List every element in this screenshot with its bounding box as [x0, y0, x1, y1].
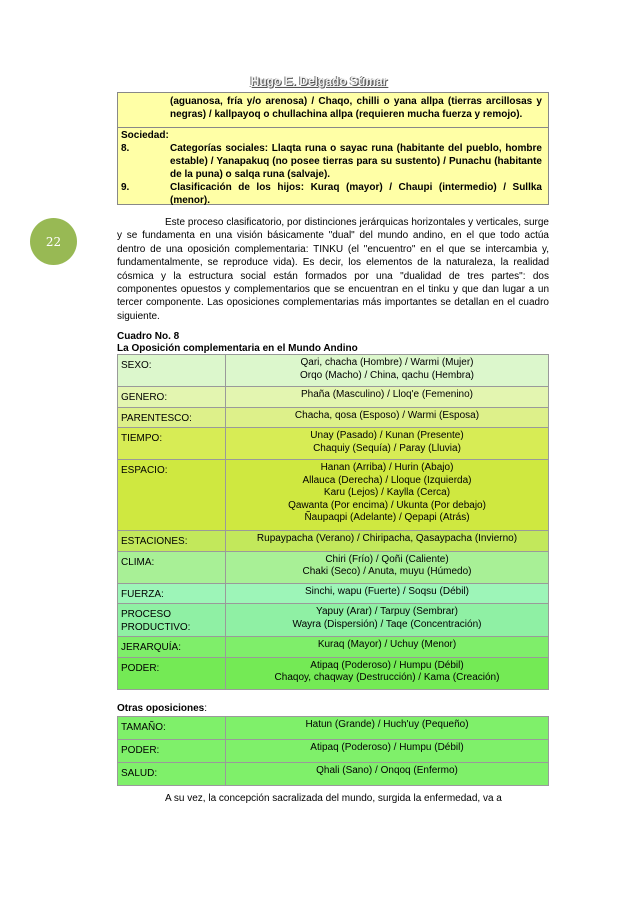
table-row: [118, 460, 549, 531]
table-row: [118, 531, 549, 552]
table-row: [118, 583, 549, 604]
other-oppositions-heading: [117, 703, 207, 715]
row-label: FUERZA:: [118, 583, 226, 604]
table-row: [118, 355, 549, 387]
row-label: CLIMA:: [118, 551, 226, 583]
row-value: Kuraq (Mayor) / Uchuy (Menor): [226, 637, 549, 658]
table-row: [118, 604, 549, 637]
running-header-title: Hugo E. Delgado Súmar: [250, 74, 388, 88]
page-number-badge: 22: [30, 218, 77, 265]
opposition-table: [117, 354, 549, 690]
row-value: Sinchi, wapu (Fuerte) / Soqsu (Débil): [226, 583, 549, 604]
other-oppositions-colon: :: [204, 703, 208, 714]
row-value: Atipaq (Poderoso) / Humpu (Débil): [226, 740, 549, 763]
item-9-text: Clasificación de los hijos: Kuraq (mayor) / Chaupi (intermedio) / Sullka (menor).: [170, 182, 542, 206]
row-value: Hanan (Arriba) / Hurin (Abajo) Allauca (Derecha) / Lloque (Izquierda) Karu (Lejos) / Kaylla (Cerca) Qawanta (Por encima) / Ukunta (Por debajo) Ñaupaqpi (Adelante) / Qepapi (Atrás): [226, 460, 549, 531]
row-label: PODER:: [118, 657, 226, 689]
row-label: PARENTESCO:: [118, 407, 226, 428]
row-value: Rupaypacha (Verano) / Chiripacha, Qasaypacha (Invierno): [226, 531, 549, 552]
row-label: GENERO:: [118, 387, 226, 408]
row-value: Chacha, qosa (Esposo) / Warmi (Esposa): [226, 407, 549, 428]
table-row: [118, 407, 549, 428]
row-value: Unay (Pasado) / Kunan (Presente) Chaquiy (Sequía) / Paray (Lluvia): [226, 428, 549, 460]
body-paragraph: Este proceso clasificatorio, por distinciones jerárquicas horizontales y verticales, surge y se fundamenta en una visión básicamente "dual" del mundo andino, en el que todo actúa dentro de una oposición complementaria: TINKU (el "encuentro" en el que se intercambia y, fundamentalmente, se reproduce vida). Es decir, los elementos de la naturaleza, la realidad cósmica y la estructura social están formados por una "dualidad de tres partes": dos componentes opuestos y complementarios que se encuentran en el tinku y que dan lugar a un tercer componente. Las oposiciones complementarias más importantes se detallan en el cuadro siguiente.: [117, 217, 549, 322]
table-row: [118, 387, 549, 408]
table-row: [118, 717, 549, 740]
row-label: PROCESO PRODUCTIVO:: [118, 604, 226, 637]
other-oppositions-label: Otras oposiciones: [117, 703, 205, 714]
section-label: Sociedad:: [121, 130, 169, 141]
table-row: [118, 428, 549, 460]
row-label: ESPACIO:: [118, 460, 226, 531]
row-value: Qhali (Sano) / Onqoq (Enfermo): [226, 763, 549, 786]
table-caption-number: Cuadro No. 8: [117, 331, 180, 342]
society-categories-box: [117, 92, 549, 205]
row-value: Qari, chacha (Hombre) / Warmi (Mujer) Orqo (Macho) / China, qachu (Hembra): [226, 355, 549, 387]
table-caption-title: La Oposición complementaria en el Mundo Andino: [117, 343, 358, 354]
row-label: JERARQUÍA:: [118, 637, 226, 658]
row-label: TAMAÑO:: [118, 717, 226, 740]
item-9-number: 9.: [121, 182, 130, 193]
row-value: Phaña (Masculino) / Lloq'e (Femenino): [226, 387, 549, 408]
table-row: [118, 637, 549, 658]
table-row: [118, 657, 549, 689]
box-divider: [118, 127, 548, 128]
table-row: [118, 551, 549, 583]
row-label: TIEMPO:: [118, 428, 226, 460]
table-row: [118, 763, 549, 786]
continuation-text: (aguanosa, fría y/o arenosa) / Chaqo, chilli o yana allpa (tierras arcillosas y negras) / kallpayoq o chullachina allpa (requieren mucha fuerza y remojo).: [170, 96, 542, 120]
row-label: PODER:: [118, 740, 226, 763]
item-8-number: 8.: [121, 143, 130, 154]
row-value: Atipaq (Poderoso) / Humpu (Débil) Chaqoy, chaqway (Destrucción) / Kama (Creación): [226, 657, 549, 689]
table-row: [118, 740, 549, 763]
row-label: ESTACIONES:: [118, 531, 226, 552]
row-label: SEXO:: [118, 355, 226, 387]
closing-paragraph: A su vez, la concepción sacralizada del mundo, surgida la enfermedad, va a: [165, 793, 502, 804]
row-value: Chiri (Frío) / Qoñi (Caliente) Chaki (Seco) / Anuta, muyu (Húmedo): [226, 551, 549, 583]
other-oppositions-table: [117, 716, 549, 786]
row-label: SALUD:: [118, 763, 226, 786]
row-value: Yapuy (Arar) / Tarpuy (Sembrar) Wayra (Dispersión) / Taqe (Concentración): [226, 604, 549, 637]
row-value: Hatun (Grande) / Huch'uy (Pequeño): [226, 717, 549, 740]
item-8-text: Categorías sociales: Llaqta runa o sayac runa (habitante del pueblo, hombre estable) / Yanapakuq (no posee tierras para su sustento) / Punachu (habitante de la puna) o salqa runa (salvaje).: [170, 143, 542, 180]
